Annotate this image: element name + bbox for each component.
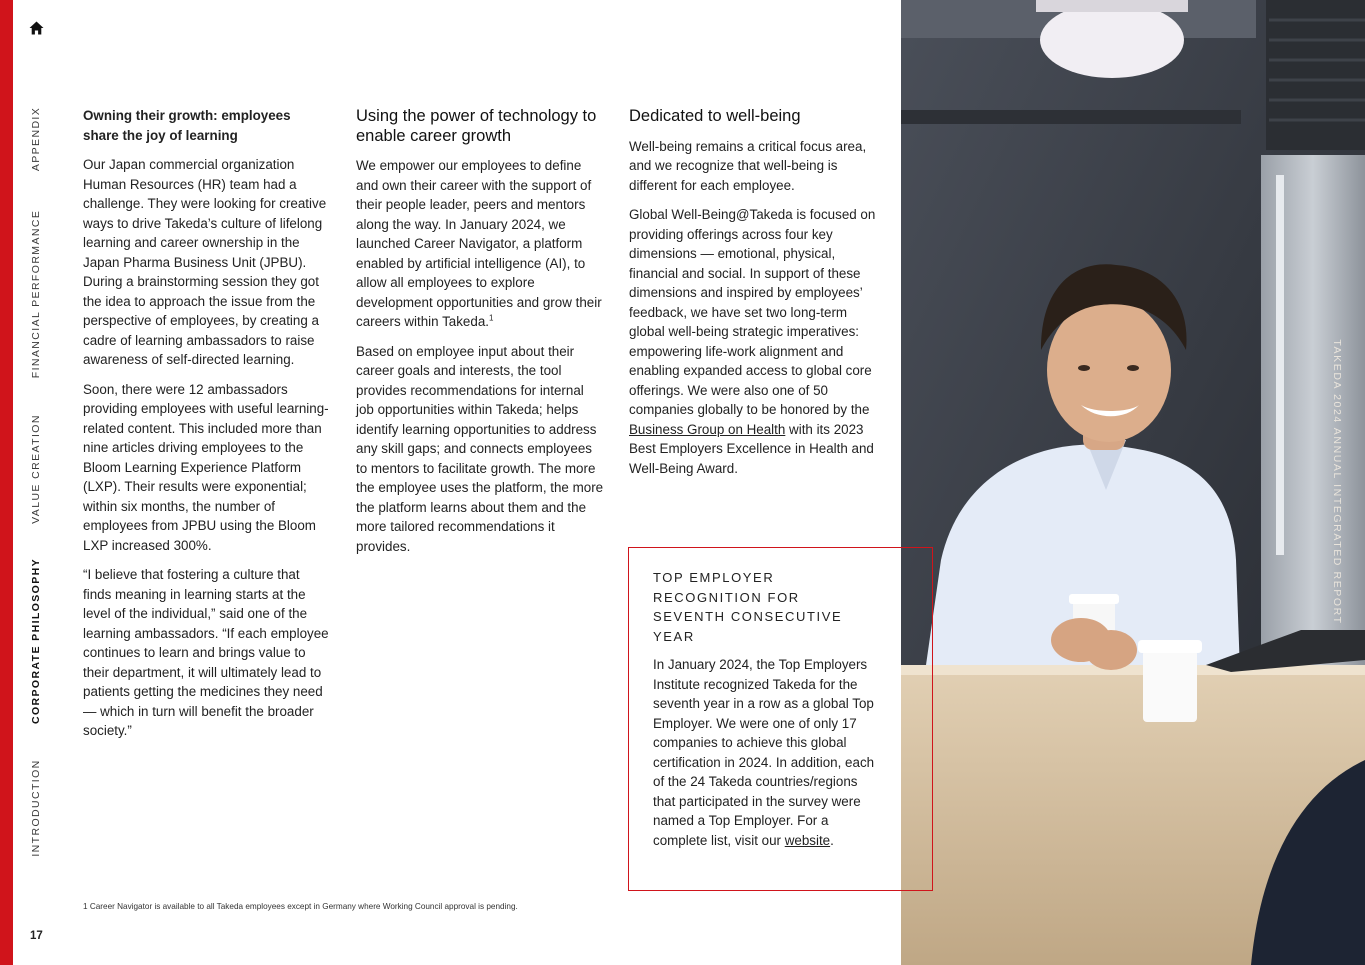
technology-paragraph-1 xyxy=(356,156,604,332)
wellbeing-text-after: with its 2023 Best Employers Excellence in Health and Well-Being Award. xyxy=(629,421,874,476)
wellbeing-heading: Dedicated to well-being xyxy=(629,107,801,125)
footnote-ref: 1 xyxy=(488,313,494,323)
wellbeing-paragraph-1: Well-being remains a critical focus area, and we recognize that well-being is different for each employee. xyxy=(629,138,867,193)
learning-heading-line1: Owning their growth: employees xyxy=(83,108,291,123)
nav-introduction[interactable]: INTRODUCTION xyxy=(30,759,42,857)
accent-bar xyxy=(0,0,13,965)
home-icon[interactable] xyxy=(28,20,45,36)
office-photo xyxy=(901,0,1365,965)
top-employer-body xyxy=(653,655,878,850)
nav-value-creation[interactable]: VALUE CREATION xyxy=(30,414,42,524)
page-number: 17 xyxy=(30,930,43,942)
technology-heading: Using the power of technology to enable career growth xyxy=(356,107,597,145)
nav-appendix[interactable]: APPENDIX xyxy=(30,106,42,172)
footnote: 1 Career Navigator is available to all Takeda employees except in Germany where Working Council approval is pending. xyxy=(83,902,518,911)
learning-paragraph-2: Soon, there were 12 ambassadors providing employees with useful learning-related content. This included more than nine articles driving employees to the Bloom Learning Experience Platform (LXP). Their results were exponential; within six months, the number of employees from JPBU using the Bloom LXP increased 300%. xyxy=(83,381,329,553)
top-employer-text-before: In January 2024, the Top Employers Institute recognized Takeda for the seventh year in a row as a global Top Employer. We were one of only 17 companies to achieve this global certification in 2024. In addition, each of the 24 Takeda countries/regions that participated in the survey were named a Top Employer. For a complete list, visit our xyxy=(653,657,875,848)
top-employer-text-after: . xyxy=(830,832,834,848)
nav-financial-performance[interactable]: FINANCIAL PERFORMANCE xyxy=(30,209,42,379)
report-title: TAKEDA 2024 ANNUAL INTEGRATED REPORT xyxy=(1331,339,1343,625)
column-learning xyxy=(83,106,331,751)
column-wellbeing xyxy=(629,107,877,488)
website-link[interactable]: website xyxy=(784,832,831,848)
wellbeing-paragraph-2 xyxy=(629,205,877,478)
technology-paragraph-1-text: We empower our employees to define and own their career with the support of their people leader, peers and mentors along the way. In January 2024, we launched Career Navigator, a platform enabled by artificial intelligence (AI), to allow all employees to explore development opportunities and grow their careers within Takeda. xyxy=(356,158,602,329)
technology-paragraph-2: Based on employee input about their career goals and interests, the tool provides recommendations for internal job opportunities within Takeda; helps identify learning opportunities to address any skill gaps; and connects employees to mentors to facilitate growth. The more the employee uses the platform, the more the platform learns about them and the more tailored recommendations it provides. xyxy=(356,343,604,554)
top-employer-title: TOP EMPLOYER RECOGNITION FOR SEVENTH CONSECUTIVE YEAR xyxy=(653,570,843,644)
column-technology xyxy=(356,107,604,566)
wellbeing-text-before: Global Well-Being@Takeda is focused on providing offerings across four key dimensions — emotional, physical, financial and social. In support of these dimensions and inspired by employees’ feedback, we have set two long-term global well-being strategic imperatives: empowering life-work alignment and enabling expanded access to global core offerings. We were also one of 50 companies globally to be honored by the xyxy=(629,207,876,417)
business-group-link[interactable]: Business Group on Health xyxy=(629,421,786,437)
nav-corporate-philosophy[interactable]: CORPORATE PHILOSOPHY xyxy=(30,557,42,725)
learning-quote: “I believe that fostering a culture that finds meaning in learning starts at the level of the individual,” said one of the learning ambassadors. “If each employee continues to learn and brings value to their department, it will ultimately lead to patients getting the medicines they need — which in turn will benefit the broader society.” xyxy=(83,567,329,738)
learning-paragraph-1: Our Japan commercial organization Human Resources (HR) team had a challenge. They were looking for creative ways to drive Takeda’s culture of lifelong learning and career ownership in the Japan Pharma Business Unit (JPBU). During a brainstorming session they got the idea to approach the issue from the perspective of employees, by creating a cadre of learning ambassadors to raise awareness of self-directed learning. xyxy=(83,157,327,367)
learning-heading xyxy=(83,106,331,145)
learning-heading-line2: share the joy of learning xyxy=(83,127,238,143)
photo-illustration xyxy=(901,0,1365,965)
